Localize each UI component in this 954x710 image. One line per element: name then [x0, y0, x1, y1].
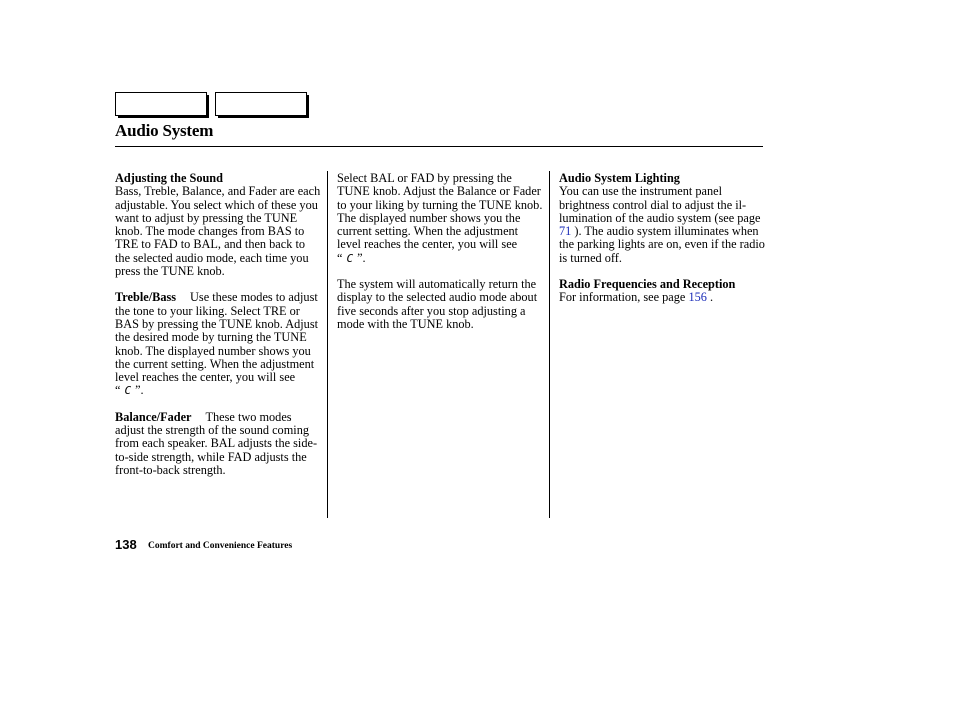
select-bal-fad-text-end: ”.: [357, 250, 366, 265]
balance-fader-heading: Balance/Fader: [115, 409, 192, 424]
page-title: Audio System: [115, 121, 214, 140]
next-page-button[interactable]: [215, 92, 307, 116]
column-1: [115, 172, 323, 490]
footer-section-title: Comfort and Convenience Features: [148, 541, 293, 551]
center-display-glyph: C: [124, 384, 132, 398]
balance-fader-text: These two modes adjust the strength of the sound coming from each speaker. BAL adjusts the side-to-side strength, while FAD adjusts the front-to-back strength.: [115, 409, 318, 477]
center-display-glyph: C: [346, 251, 354, 265]
column-2: [337, 172, 543, 344]
treble-bass-paragraph: [115, 291, 323, 397]
title-divider: [115, 146, 763, 147]
audio-lighting-heading: Audio System Lighting: [559, 171, 680, 185]
select-bal-fad-paragraph: [337, 172, 543, 265]
radio-frequencies-text: For information, see page: [559, 290, 686, 305]
auto-return-text: The system will automatically return the display to the selected audio mode about five seconds after you stop adjusting a mode with the TUNE knob.: [337, 277, 538, 331]
radio-frequencies-heading: Radio Frequencies and Reception: [559, 277, 736, 292]
audio-lighting-paragraph: [559, 185, 769, 265]
treble-bass-text: Use these modes to adjust the tone to your liking. Select TRE or BAS by pressing the TUNE knob. Adjust the desired mode by turning the TUNE knob. The displayed number shows you the current setting. When the adjustment level reaches the center, you will see “: [115, 290, 319, 398]
treble-bass-heading: Treble/Bass: [115, 290, 177, 305]
adjusting-sound-heading: Adjusting the Sound: [115, 171, 223, 185]
radio-frequencies-paragraph: [559, 291, 769, 304]
page-156-link[interactable]: 156: [688, 290, 707, 305]
audio-lighting-text: You can use the instrument panel brightness control dial to adjust the il-lumination of the audio system (see page: [559, 184, 761, 225]
column-divider-2: [549, 171, 550, 518]
column-divider-1: [327, 171, 328, 518]
page-71-link[interactable]: 71: [559, 224, 572, 239]
radio-frequencies-text-end: .: [709, 290, 714, 305]
page-number: 138: [115, 537, 137, 552]
balance-fader-paragraph: [115, 411, 323, 477]
audio-lighting-text-cont: ). The audio system illuminates when the parking lights are on, even if the radio is turned off.: [559, 224, 765, 265]
column-3: [559, 172, 769, 318]
select-bal-fad-text: Select BAL or FAD by pressing the TUNE knob. Adjust the Balance or Fader to your liking by turning the TUNE knob. The displayed number shows you the current setting. When the adjustment level reaches the center, you will see “: [337, 171, 543, 265]
treble-bass-text-end: ”.: [135, 383, 144, 398]
previous-page-button[interactable]: [115, 92, 207, 116]
adjusting-sound-text: Bass, Treble, Balance, and Fader are each adjustable. You select which of these you want to adjust by pressing the TUNE knob. The mode changes from BAS to TRE to FAD to BAL, and then back to the selected audio mode, each time you press the TUNE knob.: [115, 184, 321, 279]
